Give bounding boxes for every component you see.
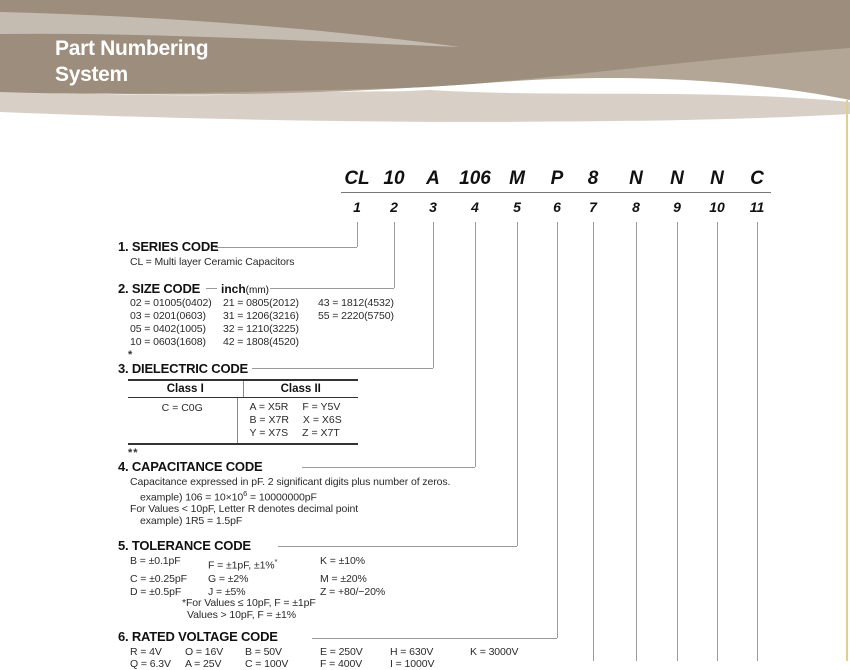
- series-code-body: CL = Multi layer Ceramic Capacitors: [130, 256, 295, 268]
- page-title-line1: Part Numbering: [55, 37, 209, 60]
- class1-value: C = C0G: [128, 398, 238, 443]
- example1-suffix: = 10000000pF: [247, 491, 317, 504]
- example1-exponent: 6: [243, 489, 248, 498]
- page-title-line2: System: [55, 63, 128, 86]
- class2-row: [250, 401, 359, 414]
- pn-segment: N: [629, 168, 643, 189]
- voltage-cell: H = 630V: [390, 646, 434, 658]
- size-code-cell: 05 = 0402(1005): [130, 323, 206, 335]
- voltage-cell: R = 4V: [130, 646, 162, 658]
- pn-segment: 106: [459, 168, 491, 189]
- tolerance-footnote2: Values > 10pF, F = ±1%: [187, 609, 297, 621]
- voltage-row2-clipped: [130, 658, 470, 670]
- pn-position: 8: [632, 199, 640, 215]
- voltage-cell: A = 25V: [185, 658, 222, 670]
- dielectric-table-header: [128, 379, 358, 398]
- connector-line-6: [557, 222, 558, 638]
- pn-segment: A: [426, 168, 440, 189]
- dielectric-pair: A = X5R: [249, 401, 289, 413]
- tolerance-code-title: 5. TOLERANCE CODE: [118, 538, 251, 553]
- pn-segment: CL: [344, 168, 370, 189]
- connector-hline-tolerance: [278, 546, 517, 547]
- pn-segment: 10: [383, 168, 405, 189]
- size-code-cell: 03 = 0201(0603): [130, 310, 206, 322]
- tolerance-table: [130, 555, 385, 599]
- capacitance-example2: example) 1R5 = 1.5pF: [140, 515, 243, 527]
- tolerance-cell: D = ±0.5pF: [130, 585, 182, 598]
- pn-position: 5: [513, 199, 521, 215]
- class2-row: [250, 414, 359, 427]
- connector-hline-capacitance: [302, 467, 475, 468]
- dielectric-pair: Y = X7S: [249, 427, 289, 439]
- tolerance-cell: [208, 555, 320, 573]
- size-code-cell: 02 = 01005(0402): [130, 297, 212, 309]
- pn-position: 3: [429, 199, 437, 215]
- connector-line-8: [636, 222, 637, 661]
- dielectric-table-body: [128, 398, 358, 445]
- dielectric-code-title: 3. DIELECTRIC CODE: [118, 361, 249, 376]
- size-code-cell: 10 = 0603(1608): [130, 336, 206, 348]
- voltage-cell: C = 100V: [245, 658, 289, 670]
- voltage-cell: Q = 6.3V: [130, 658, 171, 670]
- connector-line-5: [517, 222, 518, 546]
- pn-segment: P: [550, 168, 564, 189]
- page-edge-accent-line: [846, 100, 848, 661]
- pn-position: 2: [390, 199, 398, 215]
- pn-segment: N: [710, 168, 724, 189]
- dielectric-pair: X = X6S: [302, 414, 342, 426]
- pn-position: 9: [673, 199, 681, 215]
- part-number-underline: [341, 192, 771, 193]
- size-code-cell: 21 = 0805(2012): [223, 297, 299, 309]
- tolerance-cell: B = ±0.1pF: [130, 555, 181, 567]
- tolerance-f-note-mark: *: [274, 557, 278, 566]
- connector-line-9: [677, 222, 678, 661]
- pn-position: 11: [749, 199, 765, 215]
- voltage-cell: O = 16V: [185, 646, 224, 658]
- pn-segment: 8: [587, 168, 599, 189]
- size-code-cell: 32 = 1210(3225): [223, 323, 299, 335]
- tolerance-cell: G = ±2%: [208, 572, 249, 585]
- tolerance-cell: J = ±5%: [208, 585, 246, 598]
- size-code-cell: [318, 336, 394, 349]
- dielectric-note-mark: *: [128, 349, 134, 361]
- connector-line-1: [357, 222, 358, 247]
- size-code-table: [130, 297, 394, 349]
- dielectric-table: [128, 379, 358, 445]
- page-title: [55, 36, 208, 88]
- size-code-unit: [221, 282, 269, 296]
- pn-position: 1: [353, 199, 361, 215]
- connector-hline-size: [270, 288, 394, 289]
- capacitance-line1: Capacitance expressed in pF. 2 significant digits plus number of zeros.: [130, 476, 451, 488]
- voltage-row1: [130, 646, 518, 658]
- connector-line-11: [757, 222, 758, 661]
- connector-line-2: [394, 222, 395, 288]
- size-title-dash: [206, 288, 217, 289]
- capacitance-code-title: 4. CAPACITANCE CODE: [118, 459, 263, 474]
- dielectric-pair: F = Y5V: [302, 401, 341, 413]
- size-code-cell: 43 = 1812(4532): [318, 297, 394, 309]
- capacitance-note-mark: **: [128, 447, 139, 459]
- pn-position: 4: [471, 199, 479, 215]
- tolerance-footnote1: *For Values ≤ 10pF, F = ±1pF: [182, 597, 316, 609]
- header-banner: [0, 0, 850, 125]
- voltage-cell: E = 250V: [320, 646, 363, 658]
- connector-line-3: [433, 222, 434, 368]
- series-code-title: 1. SERIES CODE: [118, 239, 219, 254]
- class2-header: Class II: [280, 383, 321, 395]
- class2-row: [250, 427, 359, 440]
- example1-prefix: example) 106 = 10×10: [140, 491, 244, 504]
- pn-position: 7: [589, 199, 597, 215]
- size-code-cell: 42 = 1808(4520): [223, 336, 299, 348]
- connector-line-4: [475, 222, 476, 467]
- size-code-cell: 31 = 1206(3216): [223, 310, 299, 322]
- pn-segment: C: [750, 168, 764, 189]
- capacitance-example1: [140, 489, 317, 504]
- voltage-cell: F = 400V: [320, 658, 363, 670]
- dielectric-pair: Z = X7T: [302, 427, 340, 439]
- voltage-code-title: 6. RATED VOLTAGE CODE: [118, 629, 278, 644]
- dielectric-pair: B = X7R: [249, 414, 289, 426]
- size-code-cell: [318, 323, 394, 336]
- connector-line-7: [593, 222, 594, 661]
- size-unit-inch: inch: [221, 282, 246, 296]
- voltage-cell: K = 3000V: [470, 646, 519, 658]
- size-unit-mm: (mm): [245, 285, 269, 296]
- voltage-cell: I = 1000V: [390, 658, 435, 670]
- tolerance-cell: M = ±20%: [320, 572, 367, 585]
- tolerance-cell: K = ±10%: [320, 555, 365, 567]
- pn-segment: M: [509, 168, 525, 189]
- capacitance-line2: For Values < 10pF, Letter R denotes decimal point: [130, 503, 359, 515]
- tolerance-cell: Z = +80/−20%: [320, 585, 386, 598]
- connector-hline-series: [215, 247, 357, 248]
- connector-hline-dielectric: [252, 368, 433, 369]
- pn-segment: N: [670, 168, 684, 189]
- pn-position: 6: [553, 199, 561, 215]
- tolerance-cell: C = ±0.25pF: [130, 572, 187, 585]
- connector-line-10: [717, 222, 718, 661]
- size-code-cell: 55 = 2220(5750): [318, 310, 394, 322]
- voltage-cell: B = 50V: [245, 646, 282, 658]
- class1-header: Class I: [128, 381, 244, 397]
- connector-hline-voltage: [312, 638, 557, 639]
- tolerance-f-value: F = ±1pF, ±1%: [208, 559, 275, 572]
- pn-position: 10: [709, 199, 725, 215]
- class2-values: [238, 398, 359, 443]
- size-code-title: 2. SIZE CODE: [118, 281, 201, 296]
